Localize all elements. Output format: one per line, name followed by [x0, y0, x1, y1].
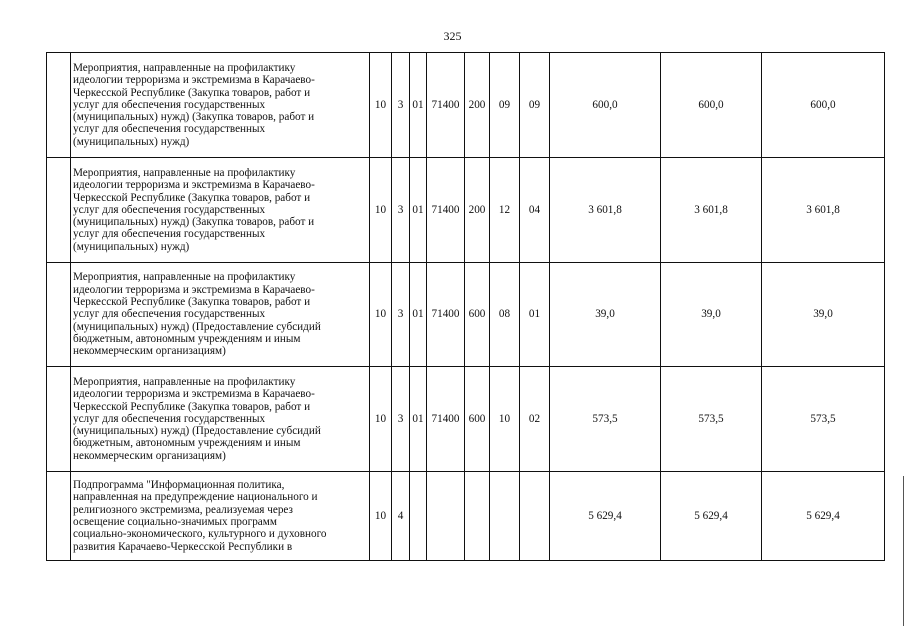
item-name-cell	[71, 367, 370, 472]
code-expense-type-cell: 600	[465, 263, 490, 367]
code-pr-cell: 02	[520, 367, 550, 472]
item-name-line: услуг для обеспечения государственных	[73, 123, 266, 136]
code-subsection-cell: 3	[392, 367, 410, 472]
item-name-line: бюджетным, автономным учреждениям и иным	[73, 437, 301, 450]
code-section-cell: 10	[370, 472, 392, 561]
sum-year-2-cell: 3 601,8	[661, 158, 762, 263]
sum-year-3-cell: 573,5	[762, 367, 885, 472]
code-rz-cell: 12	[490, 158, 520, 263]
blank-cell	[47, 53, 71, 158]
sum-year-2-cell: 39,0	[661, 263, 762, 367]
item-name-line: (муниципальных) нужд)	[73, 135, 190, 148]
code-rz-cell: 09	[490, 53, 520, 158]
sum-year-1-cell: 5 629,4	[550, 472, 661, 561]
item-name-cell	[71, 158, 370, 263]
code-program-cell: 01	[410, 263, 427, 367]
code-subsection-cell: 3	[392, 263, 410, 367]
sum-year-3-cell: 39,0	[762, 263, 885, 367]
blank-cell	[47, 263, 71, 367]
item-name-line: услуг для обеспечения государственных	[73, 203, 266, 216]
blank-cell	[47, 472, 71, 561]
table-row	[47, 263, 885, 367]
item-name-cell	[71, 53, 370, 158]
code-article-cell: 71400	[427, 158, 465, 263]
table-row	[47, 53, 885, 158]
item-name-line: религиозного экстремизма, реализуемая через	[73, 503, 293, 516]
sum-year-1-cell: 600,0	[550, 53, 661, 158]
code-subsection-cell: 3	[392, 53, 410, 158]
item-name-line: услуг для обеспечения государственных	[73, 228, 266, 241]
code-program-cell: 01	[410, 367, 427, 472]
code-rz-cell	[490, 472, 520, 561]
code-pr-cell	[520, 472, 550, 561]
item-name-cell	[71, 472, 370, 561]
item-name-cell	[71, 263, 370, 367]
item-name-line: (муниципальных) нужд) (Закупка товаров, работ и	[73, 111, 315, 124]
sum-year-1-cell: 573,5	[550, 367, 661, 472]
item-name-line: идеологии терроризма и экстремизма в Карачаево-	[73, 74, 315, 87]
item-name-line: социально-экономического, культурного и духовного	[73, 528, 327, 541]
item-name-line: услуг для обеспечения государственных	[73, 308, 266, 321]
item-name-line: некоммерческим организациям)	[73, 449, 226, 462]
code-section-cell: 10	[370, 53, 392, 158]
sum-year-1-cell: 3 601,8	[550, 158, 661, 263]
item-name-line: освещение социально-значимых программ	[73, 516, 277, 528]
code-pr-cell: 09	[520, 53, 550, 158]
item-name-line: услуг для обеспечения государственных	[73, 412, 266, 425]
code-subsection-cell: 4	[392, 472, 410, 561]
sum-year-2-cell: 5 629,4	[661, 472, 762, 561]
table-row	[47, 367, 885, 472]
item-name-line: идеологии терроризма и экстремизма в Карачаево-	[73, 388, 315, 401]
code-expense-type-cell: 600	[465, 367, 490, 472]
item-name-line: Мероприятия, направленные на профилактику	[73, 271, 296, 284]
code-rz-cell: 10	[490, 367, 520, 472]
item-name-line: Подпрограмма "Информационная политика,	[73, 479, 285, 492]
budget-table	[46, 52, 885, 561]
sum-year-2-cell: 600,0	[661, 53, 762, 158]
item-name-line: (муниципальных) нужд) (Предоставление субсидий	[73, 320, 321, 333]
item-name-line: услуг для обеспечения государственных	[73, 98, 266, 111]
code-section-cell: 10	[370, 263, 392, 367]
item-name-line: Мероприятия, направленные на профилактику	[73, 375, 296, 388]
item-name-line: Черкесской Республике (Закупка товаров, работ и	[73, 296, 311, 309]
code-expense-type-cell: 200	[465, 158, 490, 263]
code-section-cell: 10	[370, 158, 392, 263]
sum-year-1-cell: 39,0	[550, 263, 661, 367]
item-name-line: Черкесской Республике (Закупка товаров, работ и	[73, 400, 311, 413]
code-pr-cell: 04	[520, 158, 550, 263]
item-name-line: Мероприятия, направленные на профилактику	[73, 166, 296, 179]
item-name-line: развития Карачаево-Черкесской Республики в	[73, 540, 293, 553]
item-name-line: Черкесской Республике (Закупка товаров, работ и	[73, 191, 311, 204]
code-program-cell: 01	[410, 158, 427, 263]
code-program-cell: 01	[410, 53, 427, 158]
code-program-cell	[410, 472, 427, 561]
table-row	[47, 472, 885, 561]
sum-year-3-cell: 5 629,4	[762, 472, 885, 561]
item-name-line: некоммерческим организациям)	[73, 345, 226, 358]
table-row	[47, 158, 885, 263]
code-section-cell: 10	[370, 367, 392, 472]
item-name-line: (муниципальных) нужд) (Закупка товаров, работ и	[73, 216, 315, 229]
sum-year-3-cell: 600,0	[762, 53, 885, 158]
code-expense-type-cell	[465, 472, 490, 561]
code-expense-type-cell: 200	[465, 53, 490, 158]
item-name-line: идеологии терроризма и экстремизма в Карачаево-	[73, 283, 315, 296]
item-name-line: Черкесской Республике (Закупка товаров, работ и	[73, 86, 311, 99]
blank-cell	[47, 367, 71, 472]
item-name-line: направленная на предупреждение национального и	[73, 491, 318, 504]
sum-year-2-cell: 573,5	[661, 367, 762, 472]
code-article-cell: 71400	[427, 367, 465, 472]
item-name-line: идеологии терроризма и экстремизма в Карачаево-	[73, 179, 315, 192]
page-number: 325	[443, 29, 462, 43]
item-name-line: бюджетным, автономным учреждениям и иным	[73, 332, 301, 345]
code-article-cell: 71400	[427, 263, 465, 367]
code-subsection-cell: 3	[392, 158, 410, 263]
item-name-line: Мероприятия, направленные на профилактику	[73, 61, 296, 74]
sum-year-3-cell: 3 601,8	[762, 158, 885, 263]
code-article-cell: 71400	[427, 53, 465, 158]
item-name-line: (муниципальных) нужд) (Предоставление субсидий	[73, 425, 321, 438]
code-rz-cell: 08	[490, 263, 520, 367]
blank-cell	[47, 158, 71, 263]
code-pr-cell: 01	[520, 263, 550, 367]
page-edge-line	[903, 476, 904, 626]
item-name-line: (муниципальных) нужд)	[73, 240, 190, 253]
code-article-cell	[427, 472, 465, 561]
